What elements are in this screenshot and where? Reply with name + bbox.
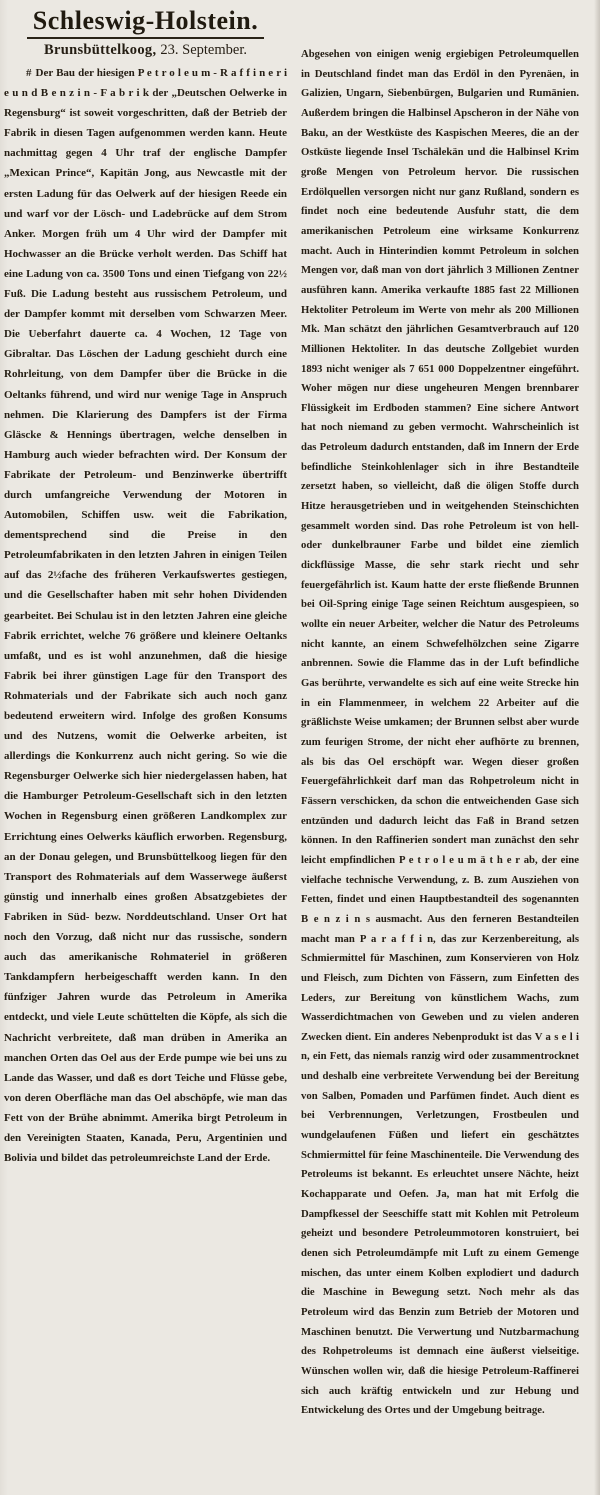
page-title-text: Schleswig-Holstein.	[27, 6, 264, 39]
article-body-left-text: Der Bau der hiesigen P e t r o l e u m - R a f f i n e r i e u n d B e n z i n - F a b r i k der „Deutschen Oelwerke in Regensburg“ ist soweit vorgeschritten, daß der Betrieb der Fabrik in diesen Tagen aufgenommen werden kann. Heute nachmittag gegen 4 Uhr traf der englische Dampfer „Mexican Prince“, Kapitän Jong, aus Newcastle mit der ersten Ladung für das Oelwerk auf der hiesigen Reede ein und warf vor der Lösch- und Ladebrücke auf dem Strom Anker. Morgen früh um 4 Uhr wird der Dampfer mit Hochwasser an die Brücke verholt werden. Das Schiff hat eine Ladung von ca. 3500 Tons und einen Tiefgang von 22½ Fuß. Die Ladung besteht aus russischem Petroleum, und der Dampfer kommt mit derselben vom Schwarzen Meer. Die Ueberfahrt dauerte ca. 4 Wochen, 12 Tage von Gibraltar. Das Löschen der Ladung geschieht durch eine Rohrleitung, von dem Dampfer über die Brücke in die Oeltanks führend, und wird nur wenige Tage in Anspruch nehmen. Die Klarierung des Dampfers ist der Firma Gläscke & Hennings übertragen, welche denselben in Hamburg auch wieder befrachten wird. Der Konsum der Fabrikate der Petroleum- und Benzinwerke übertrifft durch umfangreiche Verwendung der Motoren in Automobilen, Schiffen usw. weit die Fabrikation, dementsprechend sind die Preise in den Petroleumfabrikaten in den letzten Jahren in einigen Teilen auf das 2½fache des früheren Verkaufswertes gestiegen, und die Gesellschafter haben mit sehr hohen Dividenden gearbeitet. Bei Schulau ist in den letzten Jahren eine gleiche Fabrik errichtet, welche 76 größere und kleinere Oeltanks umfaßt, und es ist wohl anzunehmen, daß die hiesige Fabrik bei ihrer günstigen Lage für den Transport des Rohmaterials und der Fabrikate sich auch noch ganz bedeutend erweitern wird. Infolge des großen Konsums und des Nutzens, womit die Oelwerke arbeiten, ist allerdings die Konkurrenz auch nicht gering. So wie die Regensburger Oelwerke sich hier niedergelassen haben, hat die Hamburger Petroleum-Gesellschaft sich in den letzten Wochen in Regensburg einen größeren Landkomplex zur Errichtung eines Oelwerks käuflich erworben. Regensburg, an der Donau gelegen, und Brunsbüttelkoog liegen für den Transport des Rohmaterials auf dem Wasserwege äußerst günstig und innerhalb eines großen Absatzgebietes der Fabriken in Süd- bezw. Norddeutschland. Unser Ort hat noch den Vorzug, daß nicht nur das russische, sondern auch das amerikanische Rohmateriel in größeren Tankdampfern herbeigeschafft werden kann. In den fünfziger Jahren wurde das Petroleum in Amerika entdeckt, und viele Leute schüttelten die Köpfe, als sich die Nachricht verbreitete, daß man drüben in Amerika an manchen Orten das Oel aus der Erde pumpe wie bei uns zu Lande das Wasser, und daß es dort Teiche und Flüsse gebe, von deren Oberfläche man das Oel abschöpfe, wie man das Fett von der Brühe abnimmt. Amerika birgt Petroleum in den Vereinigten Staaten, Kanada, Peru, Argentinien und Bolivia und bildet das petroleumreichste Land der Erde.	[4, 67, 287, 1165]
dateline-location: Brunsbüttelkoog,	[44, 42, 157, 58]
paragraph-mark: #	[26, 67, 32, 79]
dateline	[4, 42, 287, 59]
right-column	[301, 4, 579, 1421]
page-title	[4, 6, 287, 39]
article-body-left	[4, 63, 287, 1168]
dateline-date: 23. September.	[160, 42, 247, 58]
left-column	[4, 4, 287, 1421]
article-body-right: Abgesehen von einigen wenig ergiebigen Petroleumquellen in Deutschland findet man das Erdöl in den Pyrenäen, in Galizien, Ungarn, Siebenbürgen, Bulgarien und Rumänien. Außerdem bringen die Halbinsel Apscheron in der Nähe von Baku, an der Westküste des Kaspischen Meeres, die an der Ostküste liegende Insel Tschälekän und die Halbinsel Krim große Mengen von Petroleum hervor. Die russischen Erdölquellen versorgen nicht nur ganz Rußland, sondern es findet noch eine bedeutende Ausfuhr statt, die dem amerikanischen Petroleum eine wirksame Konkurrenz macht. Auch in Hinterindien kommt Petroleum in solchen Mengen vor, daß man von dort jährlich 3 Millionen Zentner ausführen kann. Amerika verkaufte 1885 fast 22 Millionen Hektoliter Petroleum im Werte von mehr als 200 Millionen Mk. Man schätzt den jährlichen Gesamtverbrauch auf 120 Millionen Hektoliter. In das deutsche Zollgebiet wurden 1893 nicht weniger als 7 651 000 Doppelzentner eingeführt. Woher mögen nur diese ungeheuren Mengen brennbarer Flüssigkeit im Erdboden stammen? Eine sichere Antwort hat noch niemand zu geben vermocht. Wahrscheinlich ist das Petroleum dadurch entstanden, daß im Innern der Erde befindliche Steinkohlenlager sich in ihre Bestandteile zersetzt haben, so vielleicht, daß die öligen Stoffe durch Hitze herausgetrieben und in weitgehenden Steinschichten gesammelt worden sind. Das rohe Petroleum ist von hell- oder dunkelbrauner Farbe und bildet eine ziemlich dickflüssige Masse, die sehr stark riecht und sehr feuergefährlich ist. Kaum hatte der erste fließende Brunnen bei Oil-Spring einige Tage seinen Reichtum ausgespieen, so wollte ein neuer Arbeiter, welcher die Natur des Petroleums nicht kannte, an einem Schwefelhölzchen seine Zigarre anbrennen. Sowie die Flamme das in der Luft befindliche Gas berührte, verwandelte es sich auf eine weite Strecke hin in ein Flammenmeer, in welchem 22 Arbeiter auf die gräßlichste Weise umkamen; der Brunnen selbst aber wurde zum feurigen Strome, der nicht eher aufhörte zu brennen, als bis das Oel erschöpft war. Wegen dieser großen Feuergefährlichkeit darf man das Rohpetroleum nicht in Fässern verschicken, da schon die entweichenden Gase sich entzünden und dadurch leicht das Faß in Brand setzen können. In den Raffinerien sondert man zunächst den sehr leicht empfindlichen P e t r o l e u m ä t h e r ab, der eine vielfache technische Verwendung, z. B. zum Ausziehen von Fetten, findet und einen Hauptbestandteil des sogenannten B e n z i n s ausmacht. Aus den ferneren Bestandteilen macht man P a r a f f i n, das zur Kerzenbereitung, als Schmiermittel für Maschinen, zum Konservieren von Holz und Fleisch, zum Dichten von Fässern, zum Einfetten des Leders, zur Bereitung von künstlichem Wachs, zum Wasserdichtmachen von Geweben und zu vielen anderen Zwecken dient. Ein anderes Nebenprodukt ist das V a s e l i n, ein Fett, das niemals ranzig wird oder zusammentrocknet und deshalb eine verbreitete Verwendung bei der Bereitung von Salben, Pomaden und Parfümen findet. Auch dient es bei Verbrennungen, Verletzungen, Frostbeulen und wundgelaufenen Füßen und liefert ein geschätztes Schmiermittel für feine Maschinenteile. Die Verwendung des Petroleums ist bekannt. Es erleuchtet unsere Nächte, heizt Kochapparate und Oefen. Ja, man hat mit Erfolg die Dampfkessel der Seeschiffe statt mit Kohlen mit Petroleum geheizt und besondere Petroleummotoren konstruiert, bei denen sich Petroleumdämpfe mit Luft zu einem Gemenge mischen, das unter einem Kolben explodiert und dadurch die Maschine in Bewegung setzt. Noch mehr als das Petroleum wird das Benzin zum Betrieb der Motoren und Maschinen benutzt. Die Verwertung und Nutzbarmachung des Rohpetroleums ist demnach eine äußerst vielseitige. Wünschen wollen wir, daß die hiesige Petroleum-Raffinerei sich auch kräftig entwickeln und zur Hebung und Entwickelung des Ortes und der Umgebung beitrage.	[301, 48, 579, 1417]
